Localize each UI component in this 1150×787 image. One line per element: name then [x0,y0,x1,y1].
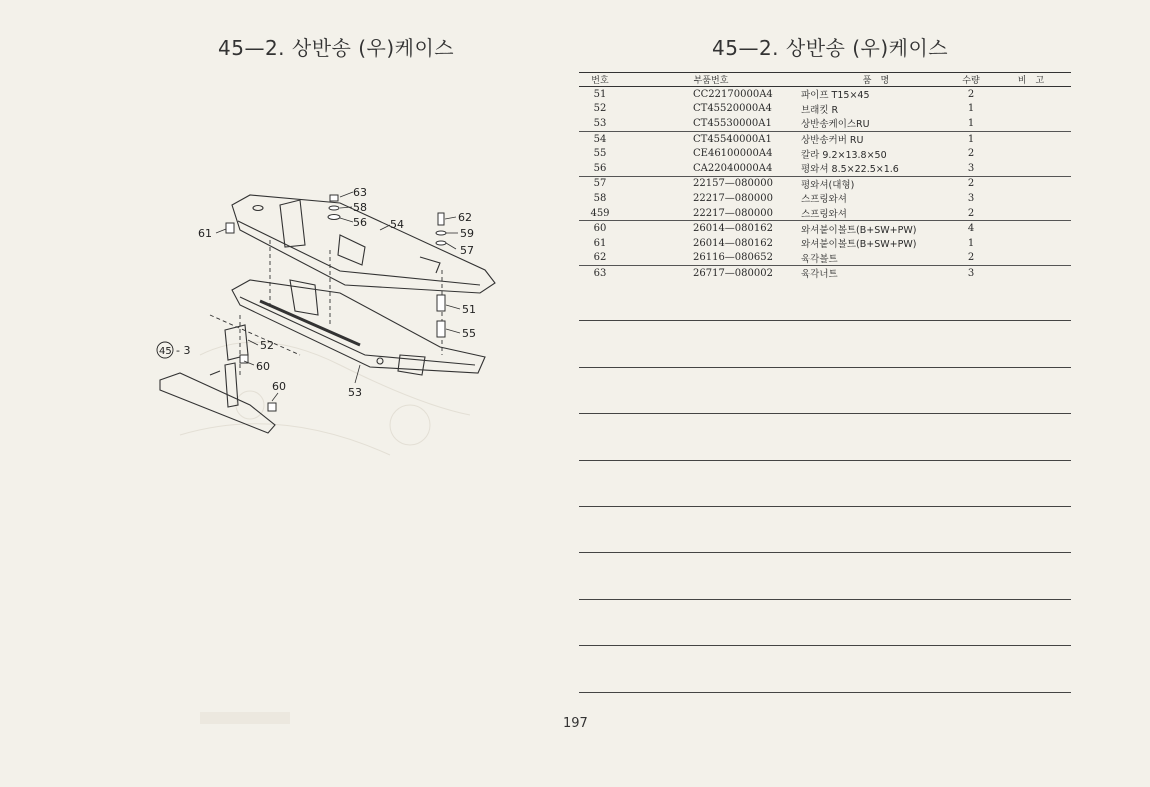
cell-qty: 1 [967,237,975,249]
table-row [579,206,1071,221]
cell-remarks [991,191,1071,206]
cell-qty: 3 [967,192,975,204]
fasteners [226,195,446,411]
cell-part-name: 육각너트 [801,269,838,281]
cell-qty: 1 [967,103,975,115]
table-row [579,236,1071,251]
cell-no: 61 [593,237,607,249]
table-row [579,87,1071,102]
table-rule [579,413,1071,414]
table-rule [579,692,1071,693]
cell-remarks [991,236,1071,251]
cell-no: 56 [579,161,621,176]
parts-table [579,72,1071,281]
cell-remarks [991,251,1071,266]
table-row [579,116,1071,131]
callout-45: 45 [159,346,172,357]
cell-no: 459 [579,206,621,221]
table-row [579,131,1071,146]
cell-part-name: 육각볼트 [801,251,951,266]
cell-qty: 2 [951,251,991,266]
callout-57: 57 [460,244,474,257]
cell-part-number: CE46100000A4 [693,148,773,160]
cell-remarks [991,221,1071,236]
cell-part-name: 평와셔(대형) [801,179,855,191]
page-title-left: 45—2. 상반송 (우)케이스 [218,36,455,60]
cell-qty: 1 [951,116,991,131]
page-number: 197 [563,716,588,731]
cell-part-name: 스프링와셔 [801,206,951,221]
cell-part-number: 26116—080652 [621,251,801,266]
cell-qty: 2 [967,148,975,160]
cell-part-name: 평와셔 8.5×22.5×1.6 [801,161,951,176]
table-row [579,102,1071,117]
header-qty: 수량 [951,73,991,87]
callout-45-sub: - 3 [176,344,191,357]
callout-63: 63 [353,186,367,199]
cell-part-number: CT45540000A1 [693,133,772,145]
cell-part-name: 칼라 9.2×13.8×50 [801,149,887,161]
callout-51: 51 [462,303,476,316]
cell-no: 55 [593,148,607,160]
cell-qty: 2 [951,206,991,221]
cell-no: 57 [593,178,607,190]
cell-qty: 3 [967,267,975,279]
cell-qty: 2 [967,178,975,190]
table-row [579,266,1071,281]
header-part-number: 부품번호 [621,73,801,87]
cell-remarks [991,116,1071,131]
table-rule [579,552,1071,553]
cell-remarks [991,161,1071,176]
table-row [579,146,1071,161]
cell-part-number: 26014—080162 [693,223,773,235]
cell-qty: 4 [967,223,975,235]
cell-part-number: CT45530000A1 [621,116,801,131]
table-row [579,221,1071,236]
cell-part-number: 22217—080000 [621,206,801,221]
header-remarks: 비 고 [991,73,1071,87]
page-title-right: 45—2. 상반송 (우)케이스 [712,36,949,60]
callout-61: 61 [198,227,212,240]
table-row [579,161,1071,176]
callout-62: 62 [458,211,472,224]
table-row [579,251,1071,266]
cell-remarks [991,87,1071,102]
table-header-row [579,73,1071,87]
cell-no: 62 [579,251,621,266]
cell-no: 51 [593,88,607,100]
table-row [579,176,1071,191]
table-rule [579,320,1071,321]
table-rule [579,645,1071,646]
cell-part-name: 스프링와셔 [801,194,847,206]
cell-no: 58 [593,192,607,204]
callout-53: 53 [348,386,362,399]
callout-59: 59 [460,227,474,240]
cell-no: 54 [593,133,607,145]
cell-remarks [991,266,1071,281]
table-row [579,191,1071,206]
cell-no: 52 [593,103,607,115]
callout-55: 55 [462,327,476,340]
cell-part-name: 와셔붙이볼트(B+SW+PW) [801,239,917,251]
cell-no: 53 [579,116,621,131]
table-rule [579,460,1071,461]
cell-qty: 2 [967,88,975,100]
cell-part-number: CC22170000A4 [693,88,773,100]
cell-part-number: 26014—080162 [693,237,773,249]
cell-remarks [991,176,1071,191]
cell-part-name: 브래킷 R [801,104,839,116]
callout-54: 54 [390,218,404,231]
header-no: 번호 [579,73,621,87]
cell-remarks [991,146,1071,161]
bleed-through-text-left [200,708,290,733]
cell-part-name: 파이프 T15×45 [801,90,870,102]
callout-60b: 60 [272,380,286,393]
table-rule [579,599,1071,600]
cell-no: 60 [593,223,607,235]
cell-part-number: CT45520000A4 [693,103,772,115]
cell-qty: 3 [951,161,991,176]
cell-remarks [991,206,1071,221]
cell-remarks [991,102,1071,117]
cell-part-number: 22217—080000 [693,192,773,204]
callout-60a: 60 [256,360,270,373]
cell-remarks [991,131,1071,146]
cell-part-number: 22157—080000 [693,178,773,190]
cell-part-name: 상반송케이스RU [801,116,951,131]
table-rule [579,367,1071,368]
callout-56: 56 [353,216,367,229]
cell-part-number: 26717—080002 [693,267,773,279]
header-part-name: 품 명 [801,73,951,87]
cell-part-name: 와셔붙이볼트(B+SW+PW) [801,224,917,236]
cell-qty: 1 [967,133,975,145]
callout-58: 58 [353,201,367,214]
callout-52: 52 [260,339,274,352]
cell-part-name: 상반송커버 RU [801,135,864,147]
bleed-through-drawing [180,342,470,455]
table-rule [579,506,1071,507]
exploded-parts-diagram [140,175,500,475]
cell-part-number: CA22040000A4 [621,161,801,176]
cell-no: 63 [593,267,607,279]
